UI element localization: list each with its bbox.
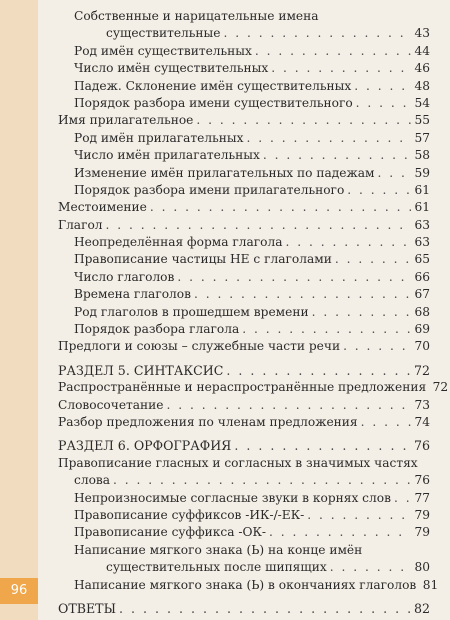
- leader-dots: [196, 112, 411, 129]
- toc-page-number: 81: [422, 577, 439, 592]
- toc-entry[interactable]: [58, 95, 430, 112]
- toc-entry[interactable]: [58, 286, 430, 303]
- toc-entry-label: Порядок разбора имени существительного: [74, 95, 353, 110]
- toc-page-number: 79: [414, 525, 430, 540]
- toc-entry[interactable]: [58, 60, 430, 77]
- toc-entry-label: Разбор предложения по членам предложения: [58, 414, 358, 429]
- toc-entry-label: Непроизносимые согласные звуки в корнях слов: [74, 490, 391, 505]
- toc-entry-label: Правописание частицы НЕ с глаголами: [74, 252, 332, 267]
- toc-section[interactable]: [58, 600, 430, 617]
- toc-entry[interactable]: [58, 78, 430, 95]
- toc-entry[interactable]: [58, 577, 439, 594]
- leader-dots: [330, 559, 411, 576]
- leader-dots: [361, 414, 411, 431]
- leader-dots: [106, 217, 411, 234]
- toc-entry[interactable]: [58, 559, 430, 576]
- toc-entry[interactable]: [58, 304, 430, 321]
- leader-dots: [269, 524, 411, 541]
- toc-entry[interactable]: [58, 414, 430, 431]
- table-of-contents: [58, 8, 449, 617]
- toc-entry[interactable]: [58, 524, 430, 541]
- toc-section[interactable]: [58, 362, 430, 379]
- toc-entry-label: Имя прилагательное: [58, 113, 194, 128]
- toc-page-number: 65: [414, 252, 430, 267]
- toc-entry-label: Число глаголов: [74, 269, 175, 284]
- leader-dots: [343, 338, 411, 355]
- leader-dots: [286, 234, 412, 251]
- toc-page-number: 58: [414, 148, 430, 163]
- leader-dots: [226, 362, 411, 379]
- toc-entry[interactable]: [58, 338, 430, 355]
- toc-page-number: 57: [414, 130, 430, 145]
- toc-entry[interactable]: [58, 490, 430, 507]
- toc-page-number: 76: [413, 438, 430, 454]
- toc-entry[interactable]: [58, 182, 430, 199]
- toc-entry-label: Род имён существительных: [74, 43, 252, 58]
- toc-entry[interactable]: [58, 112, 430, 129]
- toc-entry[interactable]: [58, 251, 430, 268]
- toc-entry-label: Порядок разбора имени прилагательного: [74, 182, 345, 197]
- toc-page-number: 61: [414, 182, 430, 197]
- toc-entry-line: Написание мягкого знака (Ь) на конце имён: [74, 542, 363, 557]
- toc-entry-label: Времена глаголов: [74, 287, 191, 302]
- toc-page-number: 46: [414, 61, 430, 76]
- side-strip: [0, 0, 38, 620]
- toc-entry-label: Падеж. Склонение имён существительных: [74, 78, 352, 93]
- leader-dots: [234, 437, 411, 454]
- leader-dots: [356, 95, 411, 112]
- toc-page-number: 61: [414, 200, 430, 215]
- toc-entry[interactable]: [58, 379, 449, 396]
- toc-entry-label: Предлоги и союзы – служебные части речи: [58, 339, 341, 354]
- leader-dots: [335, 251, 411, 268]
- toc-page-number: 44: [414, 43, 430, 58]
- toc-page-number: 82: [413, 600, 430, 616]
- leader-dots: [177, 269, 411, 286]
- toc-entry[interactable]: [58, 147, 430, 164]
- toc-page-number: 73: [414, 397, 430, 412]
- toc-entry[interactable]: [58, 199, 430, 216]
- toc-entry-label: Число имён существительных: [74, 61, 269, 76]
- leader-dots: [354, 78, 411, 95]
- toc-entry-label: Неопределённая форма глагола: [74, 235, 283, 250]
- page-number: 96: [0, 578, 38, 604]
- toc-entry-label: Глагол: [58, 217, 103, 232]
- toc-entry[interactable]: [58, 234, 430, 251]
- toc-entry[interactable]: [58, 43, 430, 60]
- leader-dots: [347, 182, 411, 199]
- toc-entry-label: Порядок разбора глагола: [74, 322, 240, 337]
- toc-entry-label: существительные: [106, 26, 221, 41]
- toc-entry-label: Словосочетание: [58, 397, 164, 412]
- leader-dots: [377, 165, 411, 182]
- toc-entry-line: Правописание гласных и согласных в значимых частях: [58, 455, 418, 470]
- toc-page-number: 80: [414, 560, 430, 575]
- toc-page-number: 70: [414, 339, 430, 354]
- toc-page-number: 48: [414, 78, 430, 93]
- leader-dots: [307, 507, 411, 524]
- toc-page-number: 59: [414, 165, 430, 180]
- toc-entry[interactable]: [58, 507, 430, 524]
- toc-entry-label: Изменение имён прилагательных по падежам: [74, 165, 375, 180]
- toc-page-number: 74: [414, 414, 430, 429]
- toc-page-number: 63: [414, 217, 430, 232]
- toc-entry[interactable]: [58, 397, 430, 414]
- leader-dots: [394, 490, 411, 507]
- toc-entry-line: Собственные и нарицательные имена: [74, 9, 319, 23]
- toc-page-number: 69: [414, 322, 430, 337]
- toc-page-number: 76: [414, 473, 430, 488]
- toc-page-number: 79: [414, 507, 430, 522]
- toc-page-number: 43: [414, 26, 430, 41]
- toc-entry-label: Местоимение: [58, 200, 147, 215]
- toc-entry[interactable]: [58, 25, 430, 42]
- toc-entry-label: Правописание суффиксов -ИК-/-ЕК-: [74, 507, 305, 522]
- toc-entry[interactable]: [58, 165, 430, 182]
- toc-entry-label: Правописание суффикса -ОК-: [74, 525, 267, 540]
- leader-dots: [263, 147, 411, 164]
- toc-page-number: 67: [414, 287, 430, 302]
- toc-section[interactable]: [58, 437, 430, 454]
- toc-entry[interactable]: [58, 269, 430, 286]
- toc-entry-label: слова: [74, 473, 111, 488]
- toc-entry[interactable]: [58, 217, 430, 234]
- toc-page-number: 66: [414, 269, 430, 284]
- toc-page-number: 54: [414, 95, 430, 110]
- toc-page-number: 72: [432, 380, 449, 395]
- toc-entry-label: Распространённые и нераспространённые предложения: [58, 380, 427, 395]
- toc-page-number: 63: [414, 235, 430, 250]
- toc-entry-label: Род имён прилагательных: [74, 130, 244, 145]
- leader-dots: [113, 472, 411, 489]
- leader-dots: [119, 600, 411, 617]
- leader-dots: [242, 321, 411, 338]
- toc-entry[interactable]: [58, 130, 430, 147]
- leader-dots: [167, 397, 411, 414]
- toc-entry-label: существительных после шипящих: [106, 560, 327, 575]
- leader-dots: [223, 25, 411, 42]
- leader-dots: [255, 43, 411, 60]
- leader-dots: [194, 286, 411, 303]
- toc-entry[interactable]: [58, 321, 430, 338]
- toc-page-number: 68: [414, 304, 430, 319]
- leader-dots: [271, 60, 411, 77]
- toc-section-label: РАЗДЕЛ 5. СИНТАКСИС: [58, 362, 224, 378]
- toc-entry-label: Написание мягкого знака (Ь) в окончаниях глаголов: [74, 577, 417, 592]
- toc-section-label: РАЗДЕЛ 6. ОРФОГРАФИЯ: [58, 438, 232, 454]
- toc-page-number: 77: [414, 490, 430, 505]
- toc-section-label: ОТВЕТЫ: [58, 600, 116, 616]
- toc-page-number: 72: [413, 362, 430, 378]
- toc-page-number: 55: [414, 113, 430, 128]
- toc-entry-label: Род глаголов в прошедшем времени: [74, 304, 309, 319]
- toc-entry-label: Число имён прилагательных: [74, 148, 260, 163]
- toc-entry[interactable]: [58, 472, 430, 489]
- leader-dots: [150, 199, 411, 216]
- leader-dots: [246, 130, 411, 147]
- leader-dots: [312, 304, 411, 321]
